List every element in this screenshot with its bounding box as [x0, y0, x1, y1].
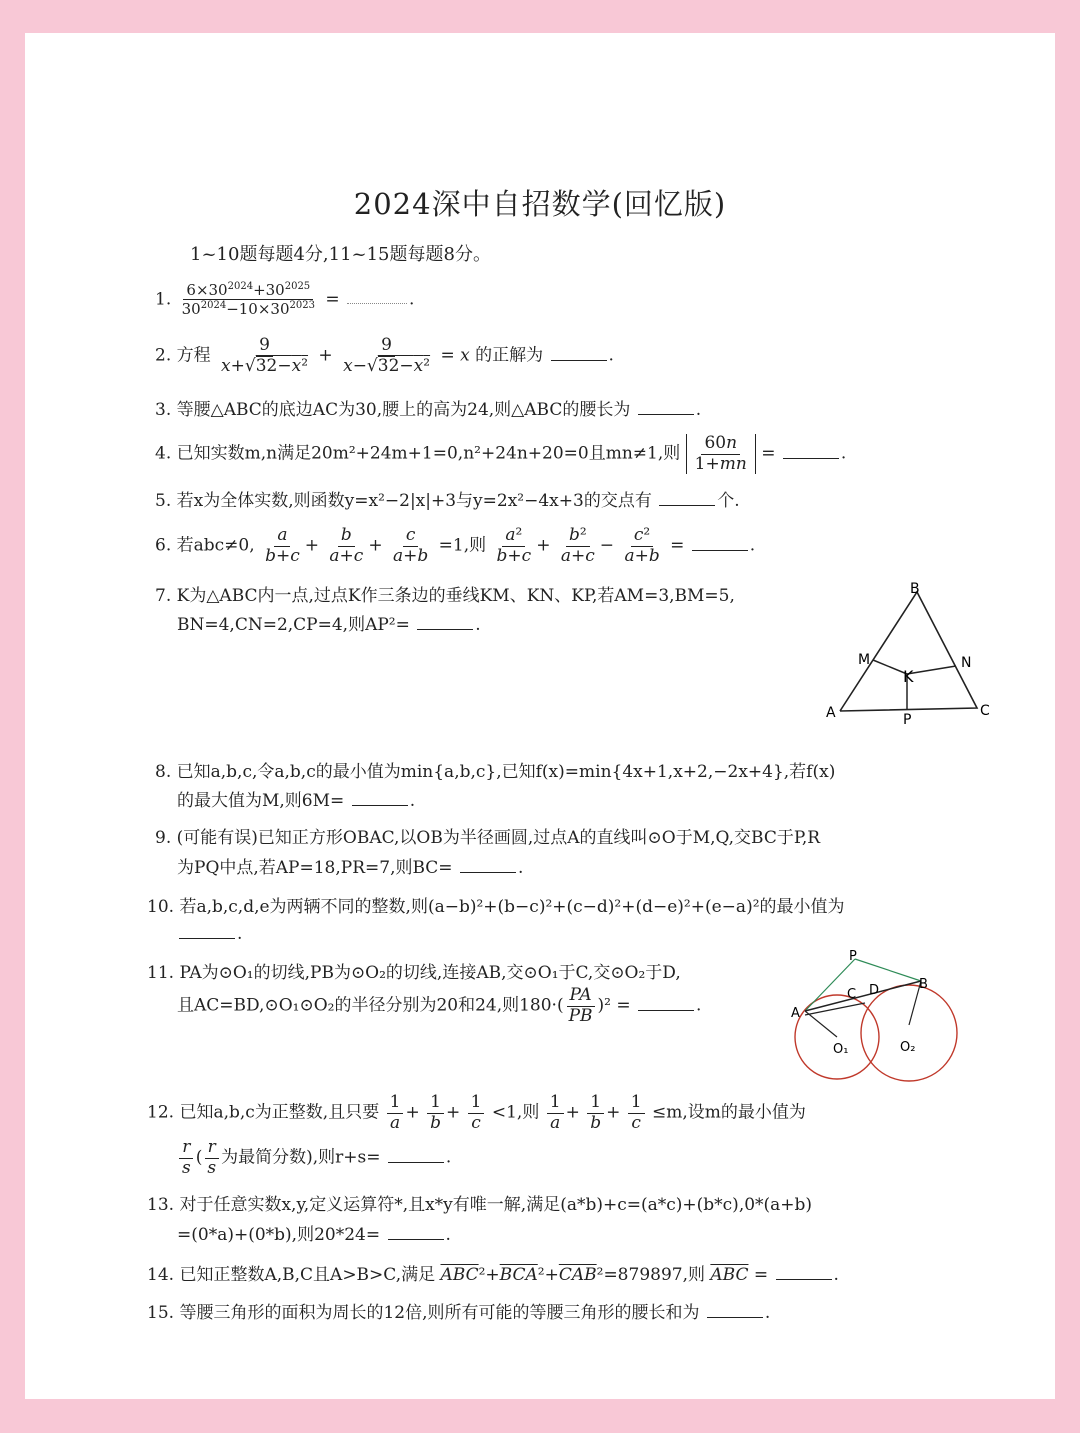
- triangle-figure: [820, 578, 1000, 728]
- label-P: P: [903, 712, 912, 728]
- question-3: 3. 等腰△ABC的底边AC为30,腰上的高为24,则△ABC的腰长为 .: [155, 400, 702, 420]
- label-N: N: [961, 655, 972, 671]
- question-6: 6. 若abc≠0, $\frac{a}{b+c}$ + $\frac{b}{a+c}$ + $\frac{c}{a+b}$ =1,则 $\frac{\text{a²}}{b+c}$ + $\frac{\text{b²}}{a+c}$ − $\frac{\text{c²}}{a+b}$ = .: [155, 525, 756, 566]
- page-title: 2024深中自招数学(回忆版): [353, 187, 727, 221]
- question-13: 13. 对于任意实数x,y,定义运算符*,且x*y有唯一解,满足(a*b)+c=(a*c)+(b*c),0*(a+b): [147, 1195, 813, 1215]
- question-11-line-2: 且AC=BD,⊙O₁⊙O₂的半径分别为20和24,则180·( $\frac{PA}{PB}$ )² = .: [177, 985, 702, 1026]
- question-11: 11. PA为⊙O₁的切线,PB为⊙O₂的切线,连接AB,交⊙O₁于C,交⊙O₂于D,: [147, 963, 681, 983]
- label-M: M: [858, 652, 871, 668]
- scoring-intro: 1~10题每题4分,11~15题每题8分。: [190, 244, 491, 265]
- question-8-line-2: 的最大值为M,则6M= .: [177, 791, 416, 811]
- question-7-line-2: BN=4,CN=2,CP=4,则AP²= .: [177, 615, 481, 635]
- label-B: B: [919, 977, 928, 992]
- label-O2: O₂: [900, 1040, 916, 1055]
- question-5: 5. 若x为全体实数,则函数y=x²−2|x|+3与y=2x²−4x+3的交点有 个.: [155, 491, 740, 511]
- question-4: 4. 已知实数m,n满足20m²+24m+1=0,n²+24n+20=0且mn≠1,则 $\frac{60n}{1+mn}$ = .: [155, 433, 847, 474]
- question-14: 14. 已知正整数A,B,C且A>B>C,满足 $\overline{ABC}^2+\overline{BCA}^2+\overline{CAB}^2=879897$,则 $\overline{ABC}$ = .: [147, 1265, 839, 1285]
- label-D: D: [869, 983, 880, 998]
- question-1: 1. $\frac{6\times 30^{2024}+30^{2025}}{30^{2024}-10\times 30^{2023}}$ = .: [155, 281, 415, 319]
- label-C: C: [847, 987, 857, 1002]
- question-12-line-2: $\frac{r}{s}$ ( $\frac{r}{s}$ 为最简分数),则r+s= .: [177, 1138, 451, 1178]
- question-9: 9. (可能有误)已知正方形OBAC,以OB为半径画圆,过点A的直线叫⊙O于M,Q,交BC于P,R: [155, 828, 821, 848]
- question-10-line-2: .: [177, 924, 242, 944]
- question-8: 8. 已知a,b,c,令a,b,c的最小值为min{a,b,c},已知f(x)=min{4x+1,x+2,−2x+4},若f(x): [155, 762, 836, 782]
- question-2: 2. 方程 $\frac{9}{\text{x+√32−x²}}$ + $\frac{9}{\text{x−√32−x²}}$ = x 的正解为 .: [155, 335, 614, 376]
- question-12: 12. 已知a,b,c为正整数,且只要 $\frac{1}{a}$ + $\frac{1}{b}$ + $\frac{1}{c}$ <1,则 $\frac{1}{a}$ + $\frac{1}{b}$ + $\frac{1}{c}$ ≤m,设m的最小值为: [147, 1092, 806, 1133]
- label-O1: O₁: [833, 1042, 849, 1057]
- label-A: A: [826, 705, 836, 721]
- question-7: 7. K为△ABC内一点,过点K作三条边的垂线KM、KN、KP,若AM=3,BM=5,: [155, 586, 735, 606]
- question-9-line-2: 为PQ中点,若AP=18,PR=7,则BC= .: [177, 858, 524, 878]
- label-A: A: [791, 1006, 800, 1021]
- label-B: B: [910, 581, 920, 597]
- question-15: 15. 等腰三角形的面积为周长的12倍,则所有可能的等腰三角形的腰长和为 .: [147, 1303, 771, 1323]
- circles-figure: [785, 945, 970, 1090]
- question-13-line-2: =(0*a)+(0*b),则20*24= .: [177, 1225, 451, 1245]
- label-K: K: [903, 667, 914, 686]
- label-P: P: [849, 949, 857, 964]
- question-10: 10. 若a,b,c,d,e为两辆不同的整数,则(a−b)²+(b−c)²+(c−d)²+(d−e)²+(e−a)²的最小值为: [147, 897, 845, 917]
- label-C: C: [980, 703, 990, 719]
